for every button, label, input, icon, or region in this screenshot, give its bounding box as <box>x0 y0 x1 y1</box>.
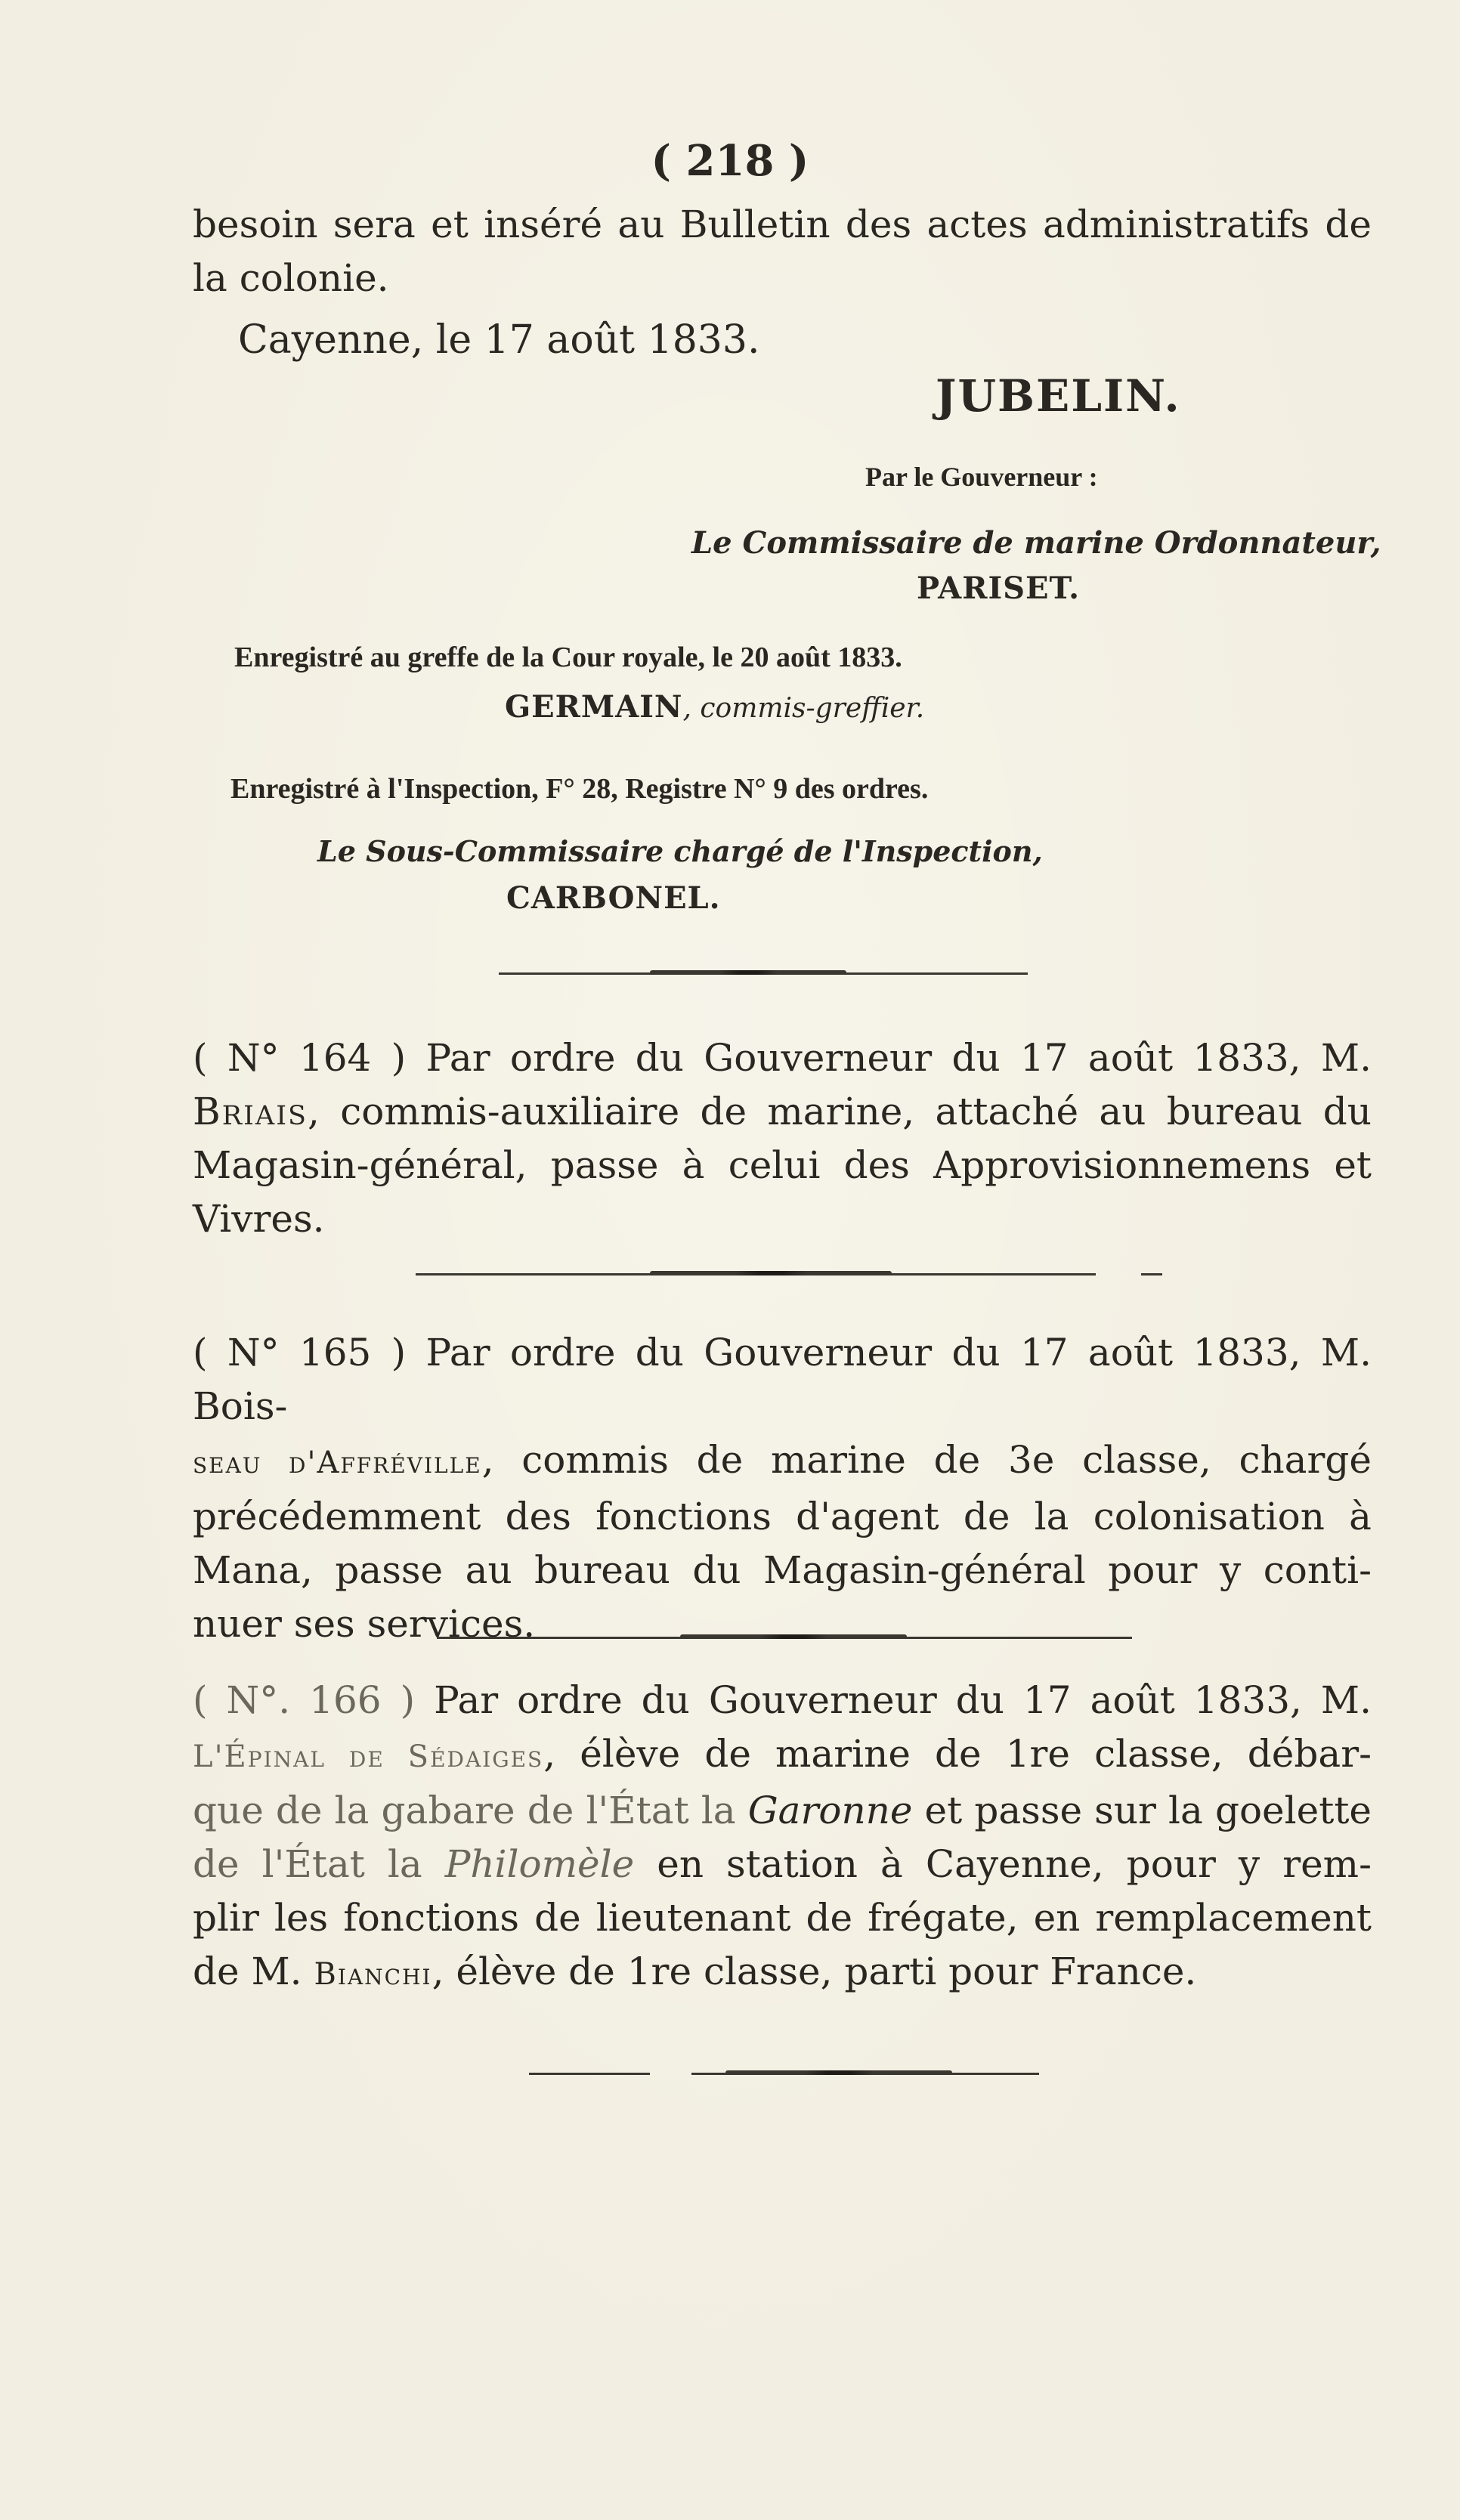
entry-166-person-name: L'Épinal de Sédaiges <box>193 1739 544 1774</box>
entry-166-line-4-b: en station à Cayenne, pour y rem- <box>634 1842 1372 1886</box>
entry-166-line-1 <box>193 1674 1372 1727</box>
entry-166-line-5: plir les fonctions de lieutenant de frégate, en remplacement <box>193 1896 1372 1940</box>
entry-166-line-3 <box>193 1784 1372 1838</box>
registration-court-role: , commis-greffier. <box>682 693 925 724</box>
entry-165-person-name: seau d'Affréville <box>193 1446 482 1480</box>
countersign-title: Le Commissaire de marine Ordonnateur, <box>691 525 1381 561</box>
entry-164-person-name: Briais <box>193 1090 308 1133</box>
registration-inspection-text: Enregistré à l'Inspection, F° 28, Registre N° 9 des ordres. <box>230 773 929 805</box>
entry-166-line-4-a: de l'État la <box>193 1842 445 1886</box>
separator-ornament <box>650 1271 892 1275</box>
separator-ornament <box>680 1634 907 1639</box>
continuation-paragraph <box>193 198 1372 305</box>
registration-court-name: GERMAIN <box>505 689 683 725</box>
governor-signature: JUBELIN. <box>936 370 1181 422</box>
registration-inspection-title: Le Sous-Commissaire chargé de l'Inspection, <box>317 834 1043 868</box>
entry-164-line-3: Magasin-général, passe à celui des Approvisionnemens et <box>193 1143 1372 1187</box>
entry-165-line-2 <box>193 1433 1372 1490</box>
entry-164-line-2-text: , commis-auxiliaire de marine, attaché au bureau du <box>308 1090 1372 1133</box>
separator-ornament <box>725 2070 952 2075</box>
page-number: ( 218 ) <box>651 136 809 186</box>
entry-166-line-6 <box>193 1945 1372 2002</box>
entry-165-line-1-text: Par ordre du Gouverneur du 17 août 1833, M. Bois- <box>193 1331 1372 1428</box>
entry-164-line-4: Vivres. <box>193 1197 325 1241</box>
entry-166-line-3-a: que de la gabare de l'État la <box>193 1789 748 1832</box>
dateline: Cayenne, le 17 août 1833. <box>238 317 760 363</box>
ship-name-philomele: Philomèle <box>444 1842 635 1886</box>
entry-165-line-5: nuer ses services. <box>193 1602 536 1646</box>
ship-name-garonne: Garonne <box>747 1789 913 1832</box>
countersign-name: PARISET. <box>917 570 1081 606</box>
registration-court-signature <box>505 689 924 725</box>
entry-165-line-2-text: , commis de marine de 3e classe, chargé <box>481 1438 1372 1482</box>
entry-165-number: ( N° 165 ) <box>193 1331 407 1374</box>
countersign-intro: Par le Gouverneur : <box>865 462 1098 492</box>
entry-166-line-2 <box>193 1727 1372 1784</box>
entry-164-number: ( N° 164 ) <box>193 1036 407 1080</box>
continuation-line-2: la colonie. <box>193 256 389 300</box>
entry-164-line-1 <box>193 1031 1372 1085</box>
entry-166-line-3-b: et passe sur la goelette <box>912 1789 1372 1832</box>
entry-164 <box>193 1031 1372 1246</box>
continuation-line-1: besoin sera et inséré au Bulletin des actes administratifs de <box>193 203 1372 246</box>
entry-164-line-1-text: Par ordre du Gouverneur du 17 août 1833, M. <box>425 1036 1372 1080</box>
entry-166-number: ( N°. 166 ) <box>193 1678 416 1722</box>
registration-court-text: Enregistré au greffe de la Cour royale, le 20 août 1833. <box>234 642 902 673</box>
separator-dash <box>529 2073 650 2075</box>
entry-166-replaced-name: Bianchi <box>314 1957 432 1992</box>
entry-165-line-4: Mana, passe au bureau du Magasin-général pour y conti- <box>193 1548 1372 1592</box>
entry-165-line-1 <box>193 1326 1372 1433</box>
entry-166-line-1-text: Par ordre du Gouverneur du 17 août 1833, M. <box>434 1678 1372 1722</box>
entry-166-line-4 <box>193 1838 1372 1891</box>
entry-165-line-3: précédemment des fonctions d'agent de la colonisation à <box>193 1495 1372 1538</box>
entry-166-line-6-a: de M. <box>193 1950 314 1993</box>
separator-ornament <box>650 970 846 975</box>
entry-166-line-2-text: , élève de marine de 1re classe, débar- <box>543 1732 1372 1776</box>
separator-dash <box>1141 1273 1162 1275</box>
entry-166-line-6-b: , élève de 1re classe, parti pour France. <box>432 1950 1197 1993</box>
entry-166 <box>193 1674 1372 2002</box>
entry-164-line-2 <box>193 1085 1372 1139</box>
registration-inspection-name: CARBONEL. <box>506 880 721 916</box>
entry-165 <box>193 1326 1372 1651</box>
